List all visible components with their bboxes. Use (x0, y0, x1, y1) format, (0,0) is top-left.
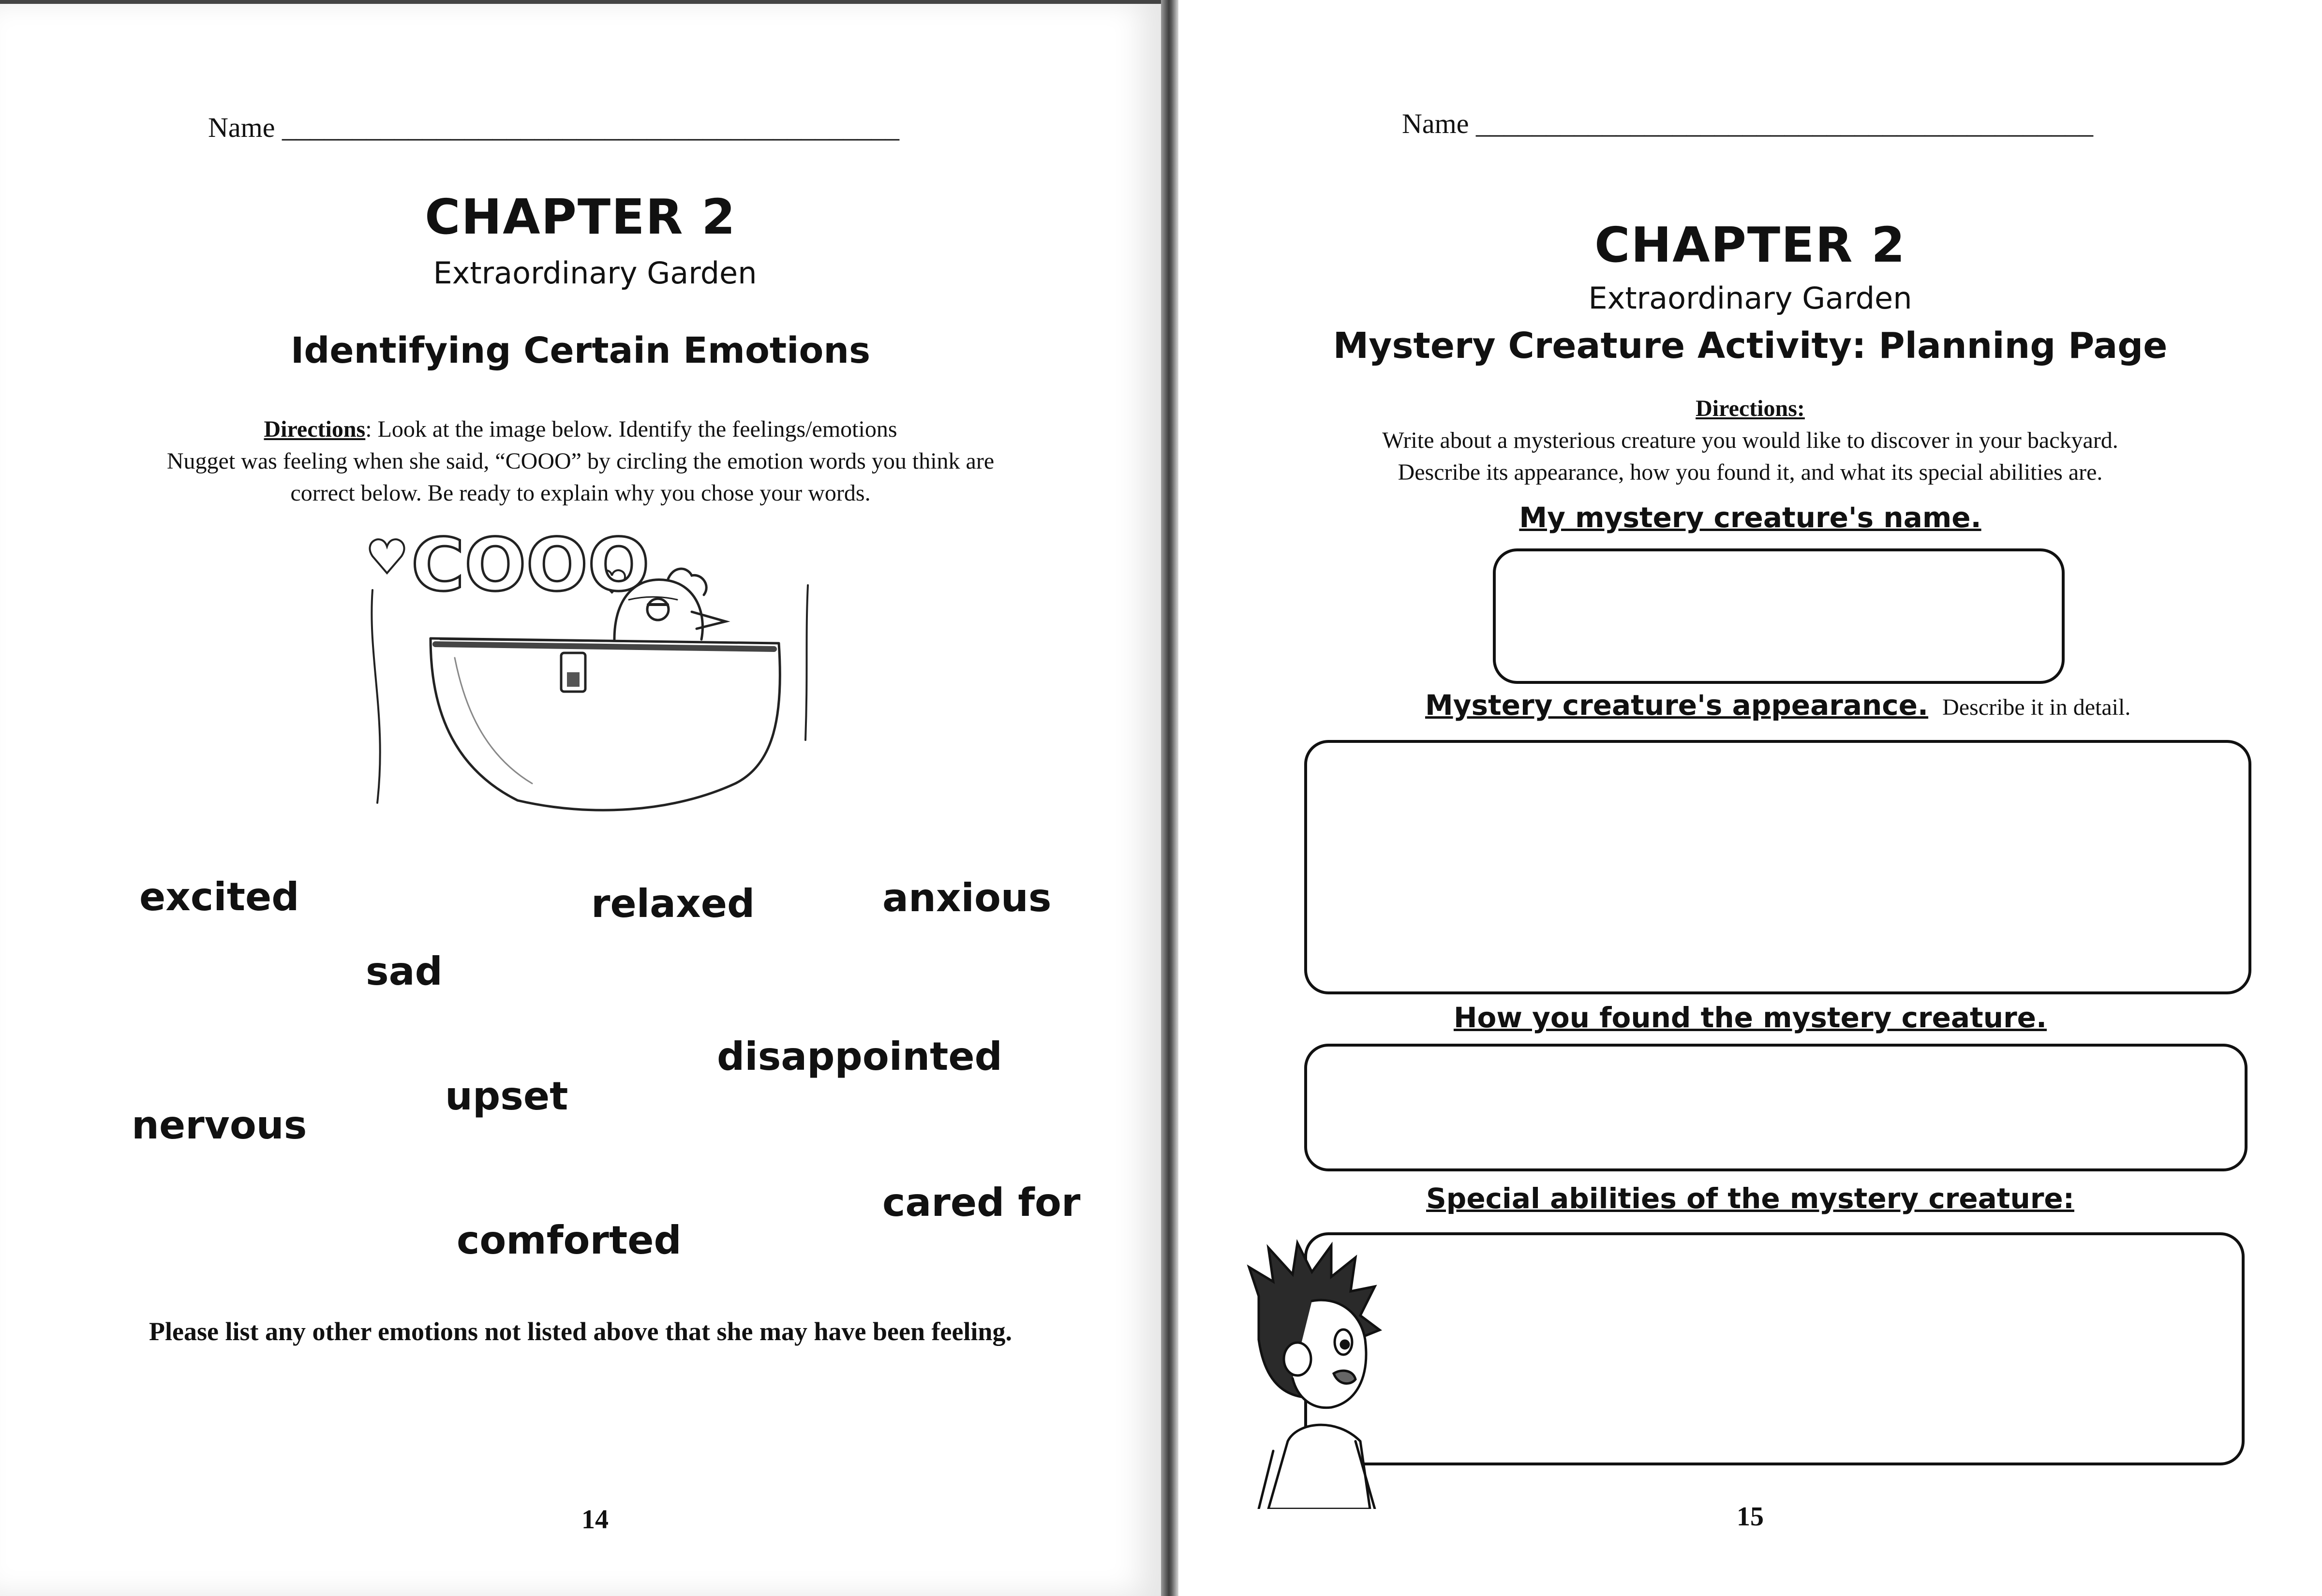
chapter-title: CHAPTER 2 (425, 189, 736, 245)
name-blank: ____________________________________________ (282, 112, 899, 143)
directions-line-3: correct below. Be ready to explain why you chose your words. (290, 480, 871, 506)
how-found-label: How you found the mystery creature. (1453, 1001, 2047, 1034)
directions-text (48, 414, 1113, 509)
chicken-in-pocket-illustration (358, 513, 832, 822)
creature-name-label: My mystery creature's name. (1519, 501, 1981, 534)
chapter-title: CHAPTER 2 (1594, 217, 1906, 273)
emotion-word-relaxed[interactable]: relaxed (591, 881, 755, 926)
directions-text (1178, 393, 2322, 488)
directions-label: Directions: (1696, 396, 1805, 421)
special-abilities-box[interactable] (1304, 1232, 2245, 1465)
chapter-subtitle: Extraordinary Garden (433, 255, 757, 291)
emotion-word-cared-for[interactable]: cared for (882, 1180, 1081, 1225)
directions-line-1: : Look at the image below. Identify the feelings/emotions (365, 416, 897, 442)
book-spine (1161, 0, 1178, 1596)
activity-heading: Identifying Certain Emotions (290, 330, 871, 371)
other-emotions-prompt: Please list any other emotions not listed above that she may have been feeling. (149, 1317, 1012, 1346)
emotion-word-comforted[interactable]: comforted (457, 1218, 682, 1263)
emotion-word-excited[interactable]: excited (139, 874, 299, 919)
appearance-label-row (1425, 689, 2199, 722)
activity-heading: Mystery Creature Activity: Planning Page (1333, 325, 2168, 367)
name-line (1402, 107, 2157, 140)
directions-line-2: Nugget was feeling when she said, “COOO” by circling the emotion words you think are (166, 448, 995, 474)
name-label: Name (208, 112, 275, 143)
page-number: 15 (1737, 1502, 1764, 1532)
appearance-label: Mystery creature's appearance. (1425, 689, 1929, 722)
creature-name-box[interactable] (1493, 548, 2065, 684)
chapter-subtitle: Extraordinary Garden (1588, 281, 1912, 316)
how-found-box[interactable] (1304, 1044, 2248, 1171)
name-blank: ____________________________________________ (1476, 108, 2093, 139)
appearance-box[interactable] (1304, 740, 2251, 994)
directions-line-2: Describe its appearance, how you found it, and what its special abilities are. (1398, 459, 2103, 485)
appearance-hint: Describe it in detail. (1942, 695, 2131, 720)
emotion-word-nervous[interactable]: nervous (132, 1103, 307, 1148)
emotion-word-disappointed[interactable]: disappointed (717, 1034, 1002, 1079)
special-abilities-label: Special abilities of the mystery creature: (1426, 1182, 2074, 1215)
illustration-cooo-text: COOO (411, 523, 650, 607)
emotion-word-anxious[interactable]: anxious (882, 875, 1052, 920)
name-line (208, 111, 963, 144)
worksheet-page-15 (1178, 0, 2322, 1596)
directions-line-1: Write about a mysterious creature you would like to discover in your backyard. (1382, 428, 2118, 453)
name-label: Name (1402, 108, 1469, 139)
emotion-word-upset[interactable]: upset (445, 1074, 568, 1119)
directions-label: Directions (264, 416, 366, 442)
page-number: 14 (581, 1505, 609, 1535)
emotion-word-sad[interactable]: sad (366, 949, 443, 994)
surprised-boy-illustration (1239, 1238, 1399, 1509)
